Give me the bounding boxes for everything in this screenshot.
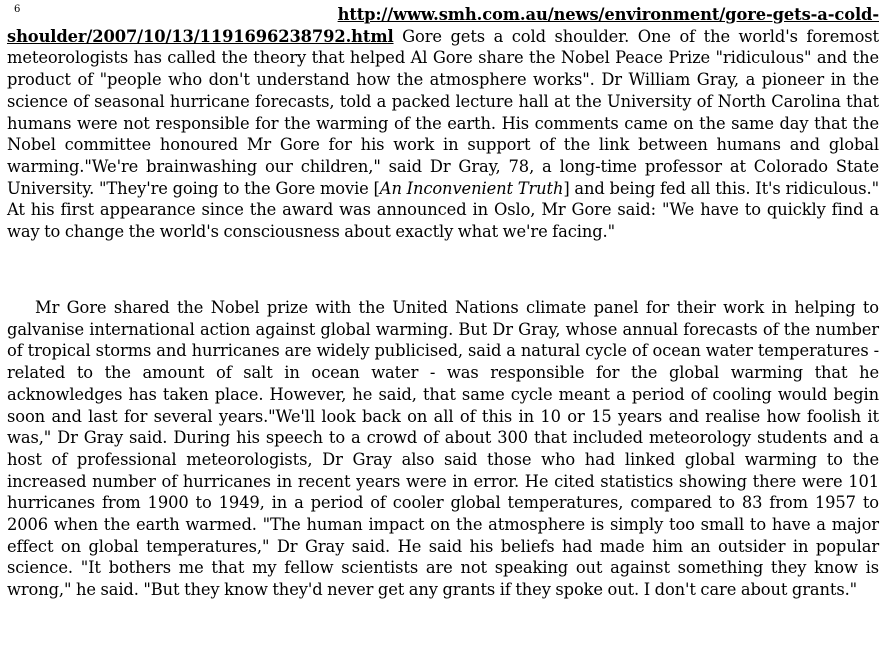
paragraph-2: Mr Gore shared the Nobel prize with the United Nations climate panel for their work in helping to galvanise international action against global warming. But Dr Gray, whose annual forecasts of the number of tropical storms and hurricanes are widely publicised, said a natural cycle of ocean water temperatures - related to the amount of salt in ocean water - was responsible for the global warming that he acknowledges has taken place. However, he said, that same cycle meant a period of cooling would begin soon and last for several years."We'll look back on all of this in 10 or 15 years and realise how foolish it was," Dr Gray said. During his speech to a crowd of about 300 that included meteorology students and a host of professional meteorologists, Dr Gray also said those who had linked global warming to the increased number of hurricanes in recent years were in error. He cited statistics showing there were 101 hurricanes from 1900 to 1949, in a period of cooler global temperatures, compared to 83 from 1957 to 2006 when the earth warmed. "The human impact on the atmosphere is simply too small to have a major effect on global temperatures," Dr Gray said. He said his beliefs had made him an outsider in popular science. "It bothers me that my fellow scientists are not speaking out against something they know is wrong," he said. "But they know they'd never get any grants if they spoke out. I don't care about grants." — [7, 298, 879, 600]
footnote-number: 6 — [14, 4, 21, 15]
paragraph-1-text-b: ] and being fed all this. It's ridiculous." At his first appearance since the award was announced in Oslo, Mr Gore said: "We have to quickly find a way to change the world's consciousness about exactly what we're facing." — [7, 178, 879, 242]
source-url-link-part2[interactable]: shoulder/2007/10/13/1191696238792.html — [7, 26, 394, 46]
document-page — [7, 2, 879, 656]
url-line — [7, 4, 879, 26]
paragraph-1 — [7, 4, 879, 243]
source-url-link-part1[interactable]: http://www.smh.com.au/news/environment/gore-gets-a-cold- — [337, 5, 879, 24]
paragraph-1-text-a: Gore gets a cold shoulder. One of the world's foremost meteorologists has called the theory that helped Al Gore share the Nobel Peace Prize "ridiculous" and the product of "people who don't understand how the atmosphere works". Dr William Gray, a pioneer in the science of seasonal hurricane forecasts, told a packed lecture hall at the University of North Carolina that humans were not responsible for the warming of the earth. His comments came on the same day that the Nobel committee honoured Mr Gore for his work in support of the link between humans and global warming."We're brainwashing our children," said Dr Gray, 78, a long-time professor at Colorado State University. "They're going to the Gore movie [ — [7, 26, 879, 198]
film-title: An Inconvenient Truth — [379, 178, 564, 198]
